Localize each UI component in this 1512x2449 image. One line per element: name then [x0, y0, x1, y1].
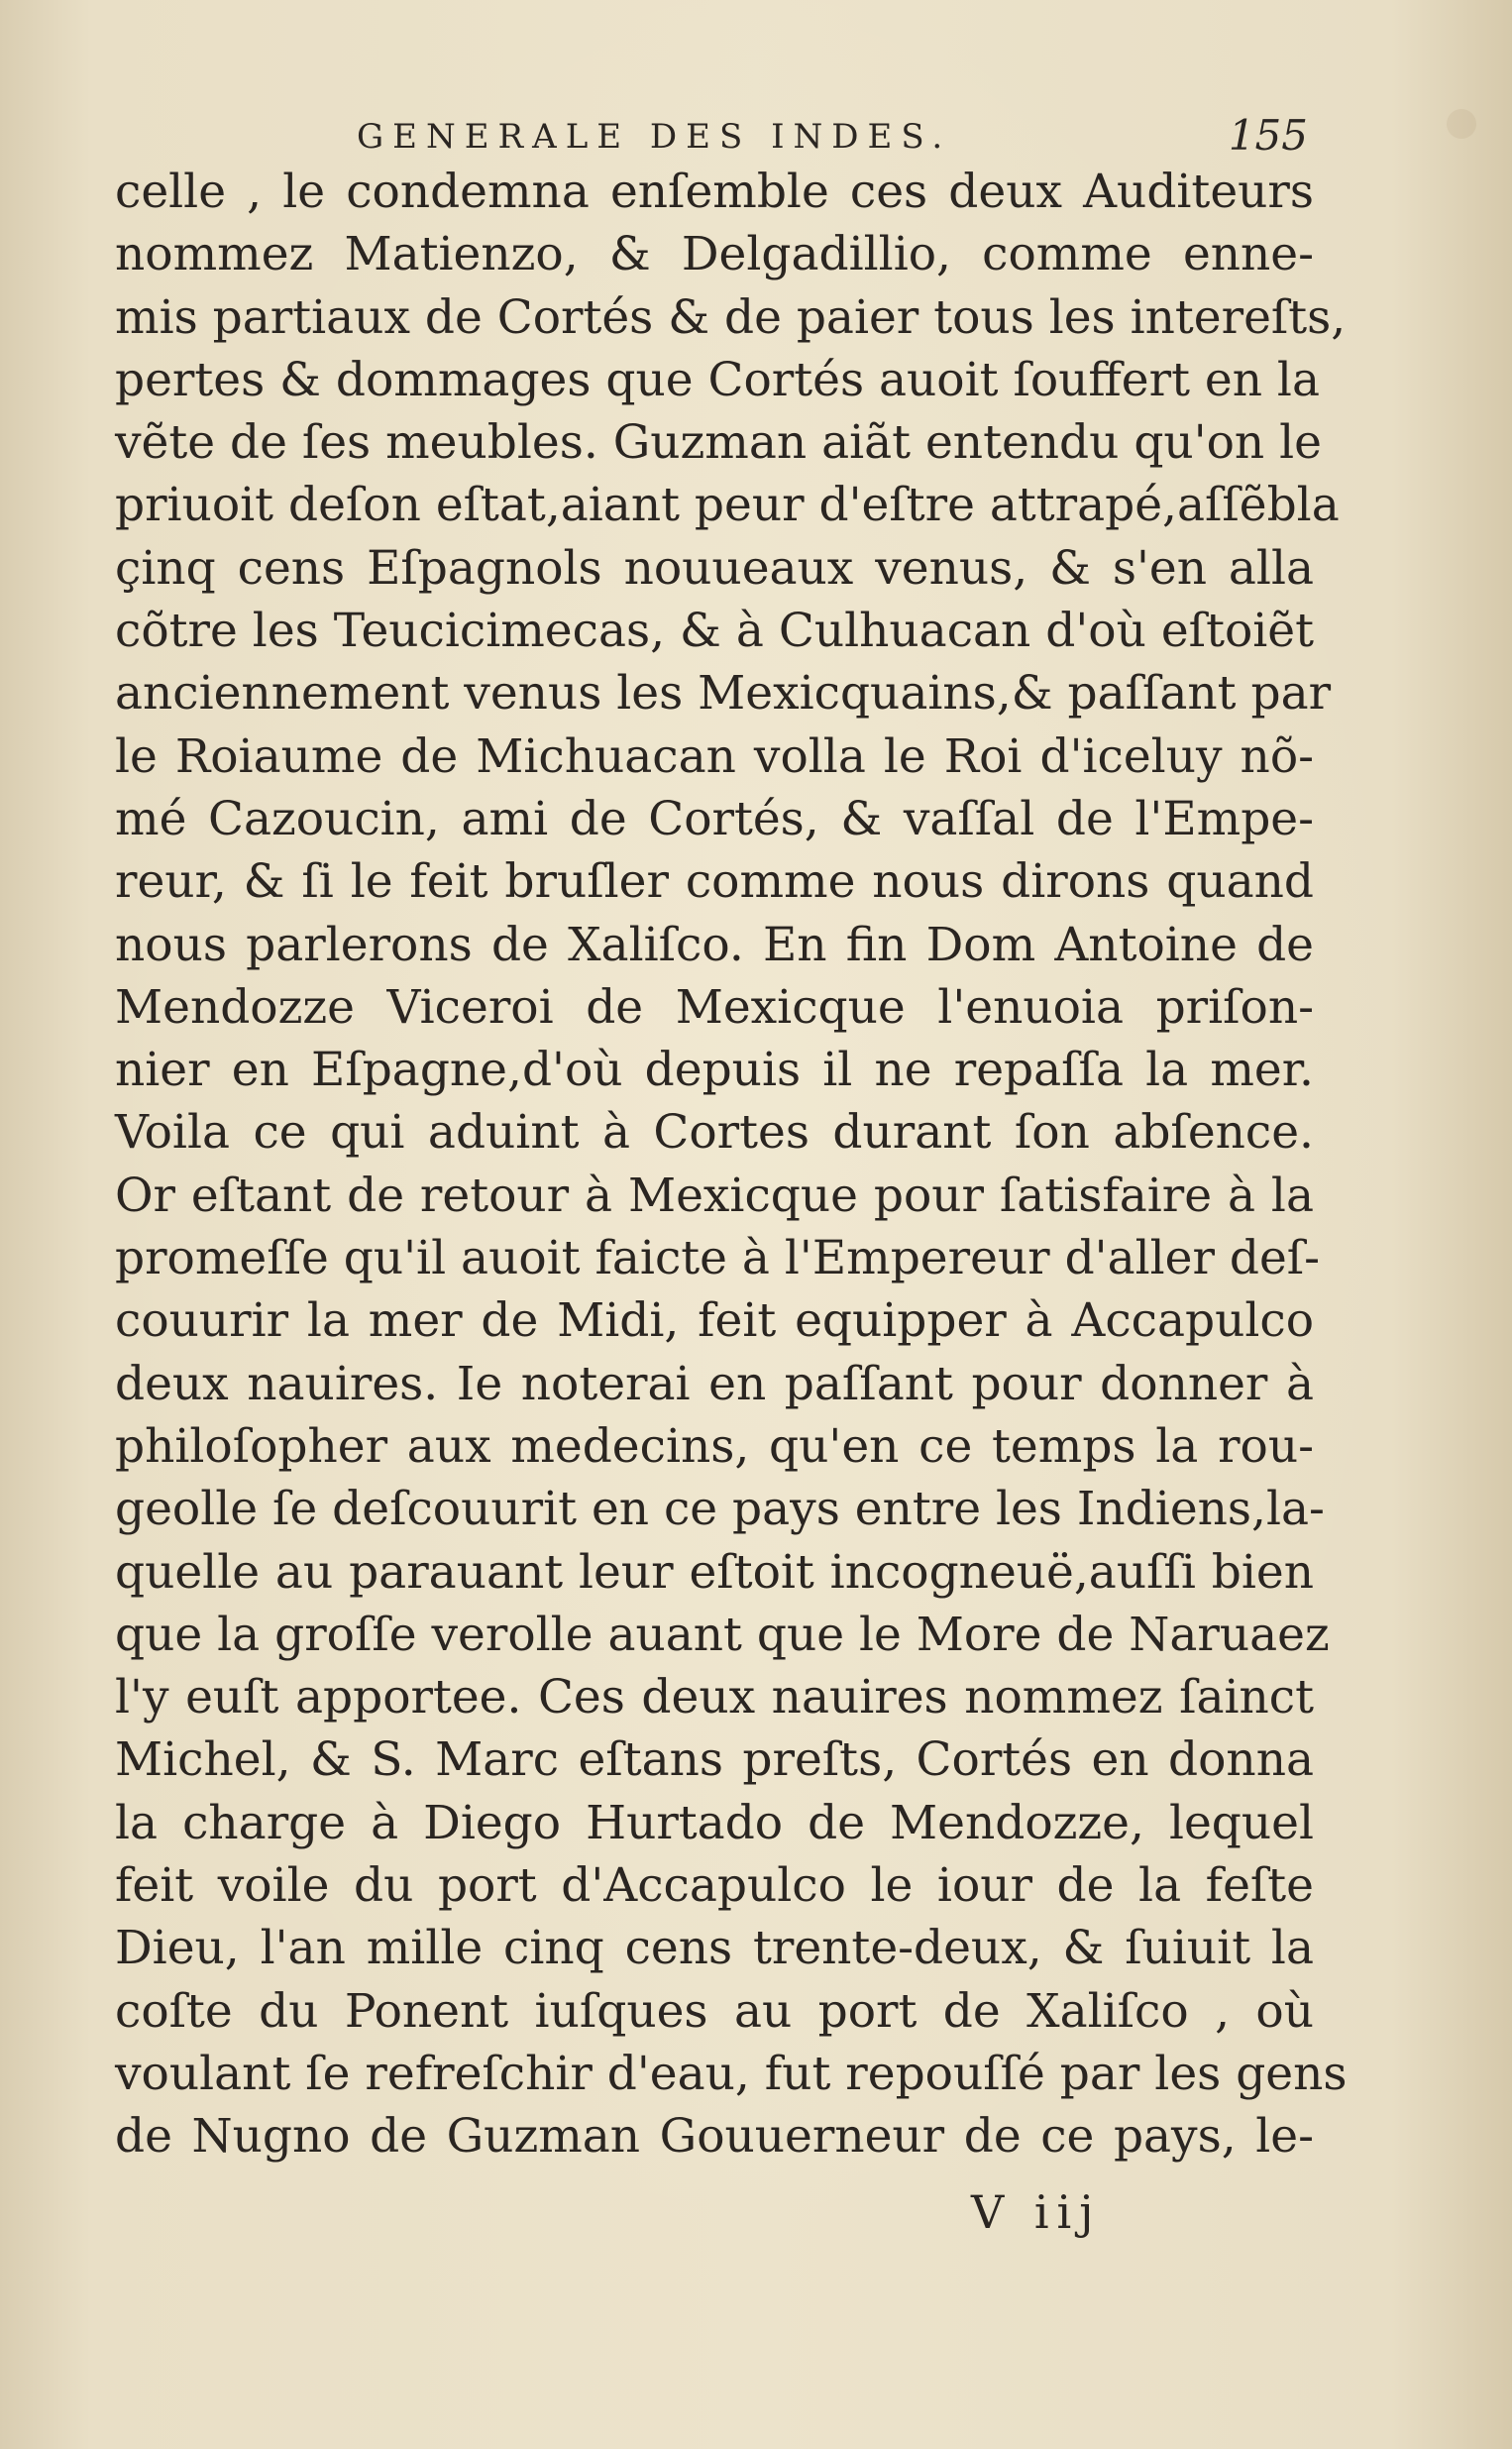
text-line: Or eſtant de retour à Mexicque pour ſatisfaire à la — [115, 1168, 1314, 1223]
text-line: de Nugno de Guzman Gouuerneur de ce pays, le- — [115, 2109, 1314, 2165]
text-line: Mendozze Viceroi de Mexicque l'enuoia priſon- — [115, 979, 1314, 1035]
text-line: couurir la mer de Midi, feit equipper à Accapulco — [115, 1293, 1314, 1349]
text-line: nommez Matienzo, & Delgadillio, comme enne- — [115, 227, 1314, 282]
text-line: la charge à Diego Hurtado de Mendozze, lequel — [115, 1795, 1314, 1850]
text-line: nous parlerons de Xaliſco. En fin Dom Antoine de — [115, 917, 1314, 972]
text-line: pertes & dommages que Cortés auoit ſouffert en la — [115, 352, 1320, 407]
text-line: vẽte de ſes meubles. Guzman aiãt entendu qu'on le — [115, 415, 1322, 471]
text-line: cõtre les Teucicimecas, & à Culhuacan d'où eſtoiẽt — [115, 604, 1314, 659]
text-line: celle , le condemna enſemble ces deux Auditeurs — [115, 165, 1314, 219]
text-line: Voila ce qui aduint à Cortes durant ſon abſence. — [115, 1105, 1314, 1161]
text-line: Michel, & S. Marc eſtans preſts, Cortés en donna — [115, 1732, 1314, 1788]
text-line: priuoit deſon eſtat,aiant peur d'eſtre attrapé,aſſẽbla — [115, 478, 1340, 533]
signature-mark: V iij — [971, 2185, 1102, 2239]
text-line: reur, & ſi le feit bruſler comme nous dirons quand — [115, 854, 1314, 910]
text-line: l'y euſt apportee. Ces deux nauires nommez ſainct — [115, 1670, 1314, 1725]
text-line: deux nauires. Ie noterai en paſſant pour donner à — [115, 1356, 1314, 1411]
text-line: que la groſſe verolle auant que le More de Naruaez — [115, 1607, 1330, 1662]
text-line: philoſopher aux medecins, qu'en ce temps la rou- — [115, 1418, 1314, 1474]
text-line: nier en Eſpagne,d'où depuis il ne repaſſa la mer. — [115, 1043, 1314, 1098]
text-line: voulant ſe refreſchir d'eau, fut repouſſé par les gens — [115, 2046, 1348, 2101]
text-line: quelle au parauant leur eſtoit incogneuë,auſſi bien — [115, 1544, 1314, 1600]
running-title: GENERALE DES INDES. — [357, 117, 952, 157]
text-line: feit voile du port d'Accapulco le iour de la feſte — [115, 1858, 1314, 1914]
text-line: Dieu, l'an mille cinq cens trente-deux, & ſuiuit la — [115, 1921, 1314, 1976]
text-line: çinq cens Eſpagnols nouueaux venus, & s'en alla — [115, 540, 1314, 596]
text-line: mé Cazoucin, ami de Cortés, & vaſſal de l'Empe- — [115, 791, 1314, 846]
text-line: le Roiaume de Michuacan volla le Roi d'iceluy nõ- — [115, 728, 1314, 784]
body-text — [115, 161, 1348, 2169]
text-line: geolle ſe deſcouurit en ce pays entre les Indiens,la- — [115, 1482, 1325, 1537]
text-line: promeſſe qu'il auoit faicte à l'Empereur d'aller deſ- — [115, 1231, 1321, 1286]
page-number: 155 — [1228, 111, 1308, 160]
text-line: coſte du Ponent iuſques au port de Xaliſco , où — [115, 1983, 1314, 2039]
paper-stain — [1447, 109, 1476, 139]
text-line: mis partiaux de Cortés & de paier tous les intereſts, — [115, 289, 1347, 345]
text-line: anciennement venus les Mexicquains,& paſſant par — [115, 666, 1332, 722]
